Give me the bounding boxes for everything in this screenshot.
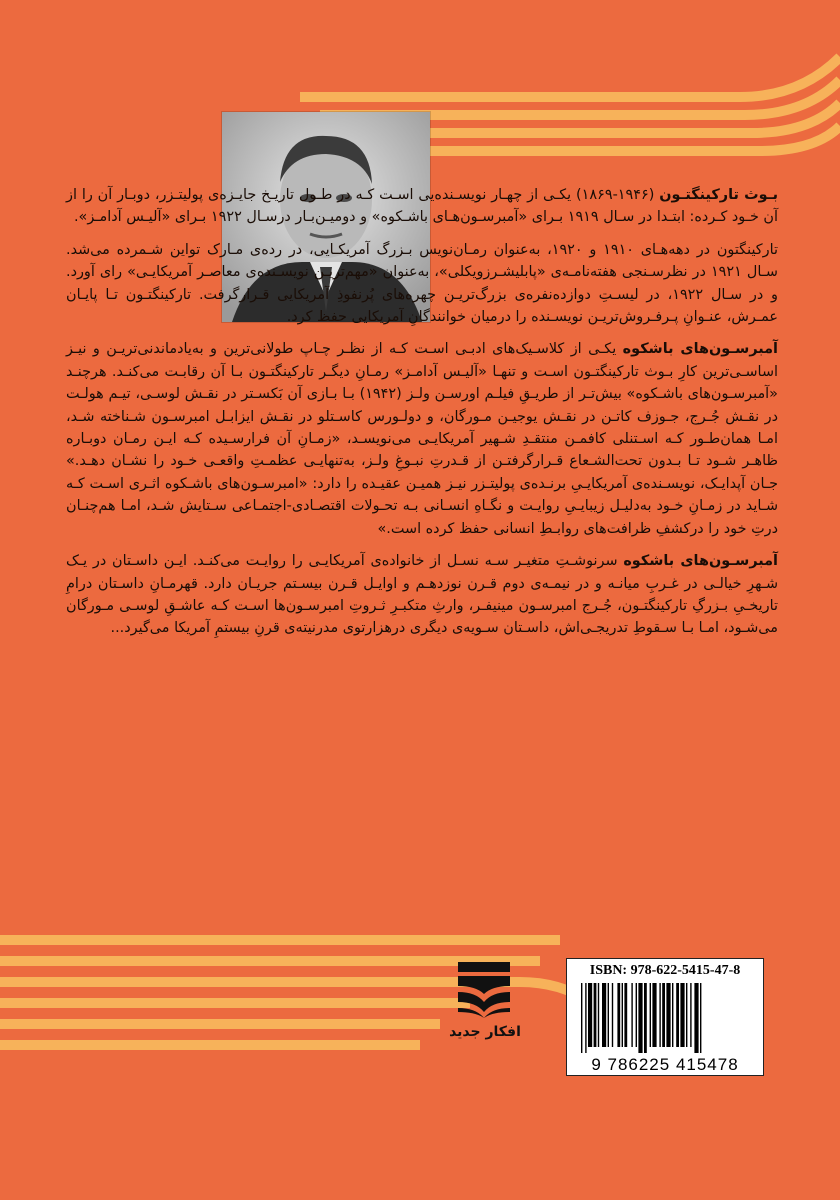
novel-title: آمبرسـون‌های باشکوه: [622, 341, 778, 358]
isbn-barcode-box: [566, 958, 764, 1076]
barcode-bar: [585, 983, 586, 1053]
barcode-bar: [666, 983, 670, 1047]
author-bio: [66, 184, 778, 650]
barcode-bar: [700, 983, 701, 1053]
barcode-bar: [624, 983, 627, 1047]
publisher-name: افکار جدید: [449, 1024, 521, 1040]
book-logo-icon: [458, 962, 510, 1018]
barcode-bar: [659, 983, 660, 1047]
isbn-label: ISBN: 978-622-5415-47-8: [589, 963, 741, 978]
novel-description: [66, 338, 778, 540]
synopsis-text: سرنوشـتِ متغیـر سـه نسـل از خانواده‌ی آمریکایـی را روایـت می‌کنـد. ایـن داسـتان در یـک شـهرِ خیالـی در غـربِ میانـه و در نیمـه‌ی دوم قـرن نوزدهـم و اوایـل قـرن بیسـتم جریـان دارد. قهرمـانِ داسـتان درامِ تاریخـیِ بـزرگِ تارکینگتـون، جُـرج امبرسـون مینیفـر، وارثِ متکبـرِ ثـروتِ امبرسـون‌ها اسـت کـه عاشـقِ لوسـی مـورگان می‌شـود، امـا بـا سـقوطِ تدریجـی‌اش، داسـتان سـویه‌ی دیگری در‌هزارتوی مدرنیته‌ی قرنِ بیستمِ آمریکا می‌گیرد...: [66, 553, 778, 637]
barcode-icon: [577, 983, 753, 1053]
barcode-bar: [694, 983, 698, 1053]
barcode-bar: [598, 983, 599, 1047]
bio-intro: [66, 184, 778, 229]
barcode-bar: [686, 983, 687, 1047]
isbn-digits: 9 786225 415478: [591, 1055, 739, 1074]
bio-rest: تارکینگتون در دهه‌هـای ۱۹۱۰ و ۱۹۲۰، به‌عنوان رمـان‌نویس بـزرگ آمریکـایی، در رده‌ی مـارک تواین شـمرده می‌شد. سـال ۱۹۲۱ در نظرسـنجی هفته‌نامـه‌ی «پابلیشـرز‌ویکلی»، به‌عنوان «مهم‌تریـن نویسـنده‌ی معاصـر آمریکایـی» رای آورد. و در سـال ۱۹۲۲، در لیسـتِ دوازده‌نفره‌ی بزرگ‌تریـن چهره‌های پُرنفوذِ آمریکایی قـرار‌گرفت. تارکینگتـون تـا پایـان عمـرش، عنـوانِ پـرفـروش‌تریـن نویسـنده را در‌میان خوانندگانِ آمریکایی حفظ کرد.: [66, 241, 778, 326]
barcode-bar: [636, 983, 637, 1047]
synopsis-title: آمبرسـون‌های باشکوه: [623, 553, 778, 570]
barcode-bar: [608, 983, 609, 1047]
barcode-bar: [612, 983, 613, 1047]
barcode-bar: [594, 983, 597, 1047]
barcode-bar: [652, 983, 656, 1047]
novel-synopsis: [66, 550, 778, 640]
barcode-bar: [644, 983, 647, 1053]
barcode-bar: [602, 983, 606, 1047]
barcode-bar: [581, 983, 582, 1053]
barcode-bar: [676, 983, 679, 1047]
barcode-bar: [631, 983, 632, 1047]
novel-description-text: یکـی از کلاسـیک‌های ادبـی اسـت کـه از نظـر چـاپ طولانی‌ترین و به‌یادماندنی‌تریـن و نیـز اساسـی‌ترین کارِ بـوث تارکینگتـون اسـت و تنهـا «آلیـس آدامـز» رمـانِ دیگـر تارکینگتـون بـا آن رقابـت می‌کنـد. هرچنـد «آمبرسـون‌های باشـکوه» بیش‌تـر از طریـقِ فیلـم اورسـن ولـز (۱۹۴۲) بـا بـازی آن بَکسـتر در نقـش لوسـی، تیـم هولـت در نقـش جُـرج، جـوزف کاتـن در نقـش یوجیـن مـورگان، و دولـورس کاسـتلو در نقـش ایزابـل امبرسـون شـناخته شـد، امـا همان‌طـور کـه اسـتنلی کافمـن منتقـدِ شـهیر آمریکایـی می‌نویسـد، «زمـانِ آن فرارسـیده کـه ایـن رمـان دوبـاره ظاهـر شـود تـا بـدون تحت‌الشـعاع قـرار‌گرفتـن از قـدرتِ نبـوغِ ولـز، به‌تنهایـی عظمـتِ واقعـی خـود را نشـان دهـد.» جـان آپدایـک، نویسـنده‌ی آمریکایـیِ برنـده‌ی پولیتـزر نیـز همیـن عقیـده را دارد: «امبرسـون‌های باشـکوه اثـری اسـت کـه شـاید در زمـانِ خـود به‌دلیـل زیبایـیِ روایـت و نگـاهِ انسـانی بـه تحـولات اقتصـادی-اجتمـاعی سـتایش شـد، امـا هم‌چنـان درتِ خود را در‌کشفِ ظرافت‌های روابـطِ انسانی حفظ کرده است.»: [66, 341, 778, 537]
barcode-bar: [617, 983, 620, 1047]
barcode-bar: [662, 983, 665, 1047]
bio-intro-text: (۱۹۴۶-۱۸۶۹) یکـی از چهـار نویسـنده‌یی اسـت کـه در طـول تاریـخ جایـزه‌ی پولیتـزر، دوبـار آن را از آن خـود کـرده: ابتـدا در سـال ۱۹۱۹ بـرای «آمبرسـون‌هـای باشـکوه» و دومیـن‌بـار در‌سـال ۱۹۲۲ بـرای «آلیـس آدامـز».: [66, 187, 778, 226]
author-name: بـوث تارکینگتـون: [659, 187, 778, 203]
barcode-bar: [690, 983, 691, 1047]
barcode-bar: [638, 983, 642, 1053]
barcode-bar: [680, 983, 684, 1047]
barcode-bar: [672, 983, 673, 1047]
barcode-bar: [588, 983, 592, 1047]
barcode-bar: [650, 983, 651, 1047]
barcode-bar: [622, 983, 623, 1047]
